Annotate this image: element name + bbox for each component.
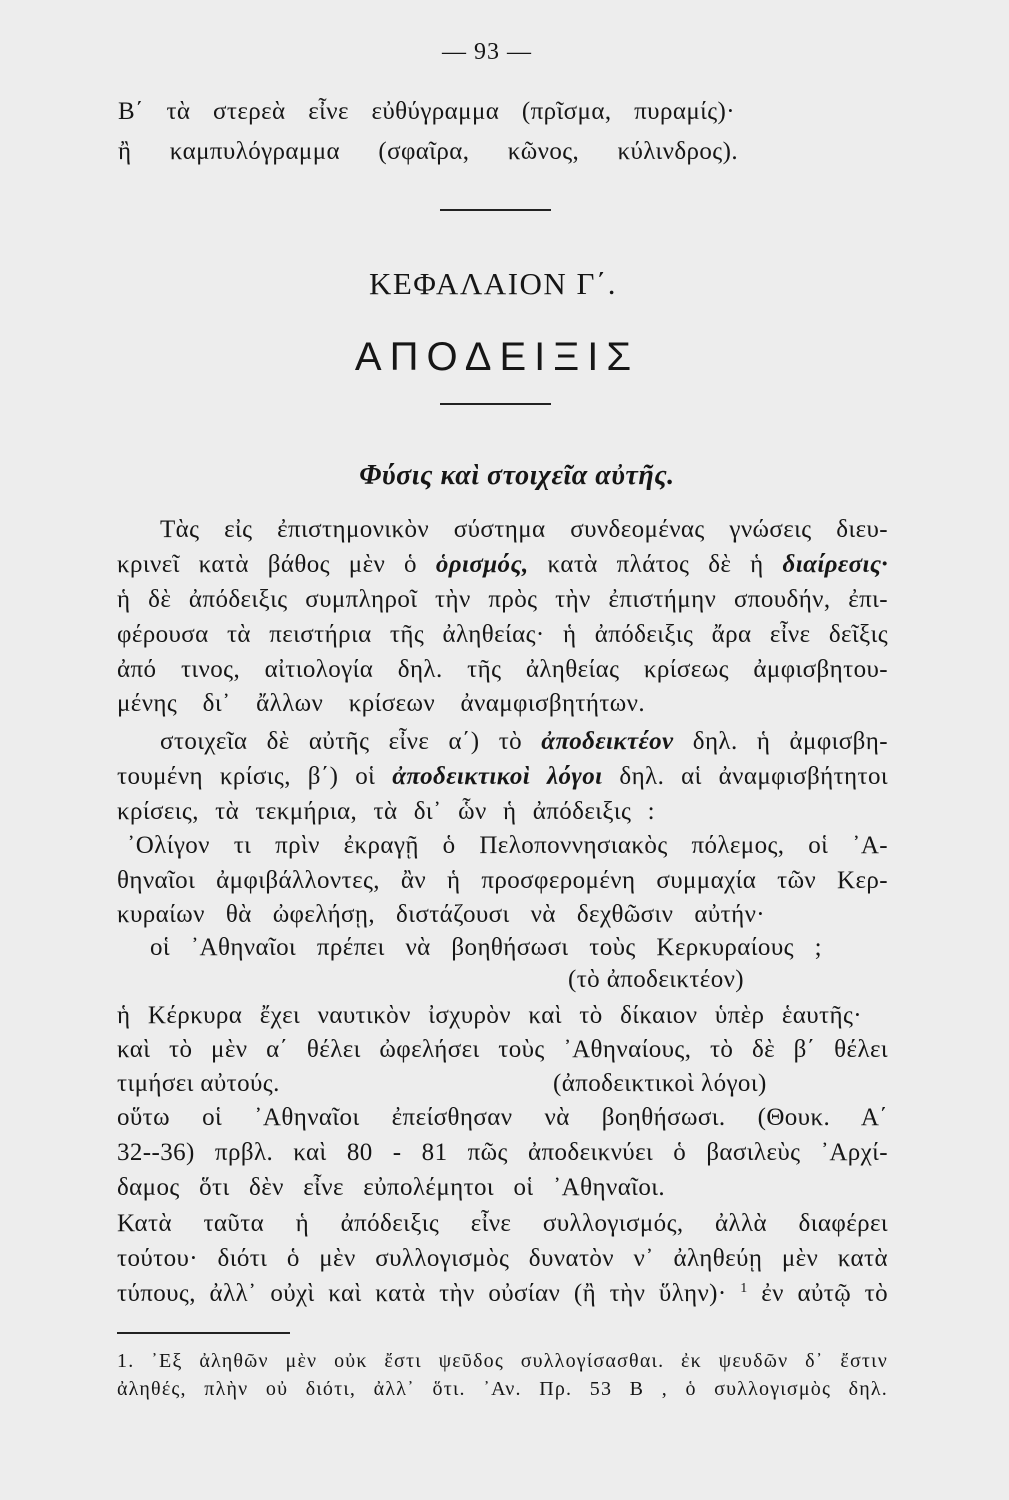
body-line-8 xyxy=(117,760,888,794)
text-segment: τύπους, ἀλλ᾽ οὐχὶ καὶ κατὰ τὴν οὐσίαν (ἢ τὴν ὕλην)· xyxy=(117,1280,727,1307)
emphasized-term: ἀποδεικτικοὶ λόγοι xyxy=(392,763,603,790)
text-segment: ἐν αὐτῷ τὸ xyxy=(761,1280,889,1307)
intro-line-2: ἢ καμπυλόγραμμα (σφαῖρα, κῶνος, κύλινδρος). xyxy=(118,138,738,165)
body-line-2 xyxy=(117,548,888,582)
body-line-17-note: (ἀποδεικτικοὶ λόγοι) xyxy=(553,1070,767,1097)
text-segment: τουμένη κρίσις, β΄) οἱ xyxy=(117,763,376,790)
body-line-15: ἡ Κέρκυρα ἔχει ναυτικὸν ἰσχυρὸν καὶ τὸ δίκαιον ὑπὲρ ἑαυτῆς· xyxy=(117,1002,862,1029)
body-line-11: θηναῖοι ἀμφιβάλλοντες, ἂν ἡ προσφερομένη συμμαχία τῶν Κερ- xyxy=(117,867,888,894)
body-line-1: Τὰς εἰς ἐπιστημονικὸν σύστημα συνδεομένας γνώσεις διευ- xyxy=(160,516,888,543)
divider-rule-bottom xyxy=(440,403,551,405)
body-line-21: Κατὰ ταῦτα ἡ ἀπόδειξις εἶνε συλλογισμός, ἀλλὰ διαφέρει xyxy=(117,1210,888,1237)
body-line-6: μένης δι᾽ ἄλλων κρίσεων ἀναμφισβητήτων. xyxy=(117,690,645,717)
body-line-10: ᾿Ολίγον τι πρὶν ἐκραγῇ ὁ Πελοποννησιακὸς πόλεμος, οἱ ᾿Α- xyxy=(127,832,888,859)
body-line-17: τιμήσει αὐτούς. xyxy=(117,1070,280,1097)
body-line-4: φέρουσα τὰ πειστήρια τῆς ἀληθείας· ἡ ἀπόδειξις ἄρα εἶνε δεῖξις xyxy=(117,621,888,648)
text-segment: δηλ. ἡ ἀμφισβη- xyxy=(692,728,889,755)
body-line-7 xyxy=(160,725,888,759)
text-segment: δηλ. αἱ ἀναμφισβήτητοι xyxy=(619,763,888,790)
chapter-label: ΚΕΦΑΛΑΙΟΝ Γ΄. xyxy=(368,266,618,301)
body-line-19: 32--36) πρβλ. καὶ 80 - 81 πῶς ἀποδεικνύει ὁ βασιλεὺς ᾿Αρχί- xyxy=(117,1139,888,1166)
footnote-line-1: 1. ᾿Εξ ἀληθῶν μὲν οὐκ ἔστι ψεῦδος συλλογίσασθαι. ἐκ ψευδῶν δ᾽ ἔστιν xyxy=(117,1350,888,1372)
text-segment: κρινεῖ κατὰ βάθος μὲν ὁ xyxy=(117,551,417,578)
body-line-23 xyxy=(117,1277,888,1311)
body-line-5: ἀπό τινος, αἰτιολογία δηλ. τῆς ἀληθείας κρίσεως ἀμφισβητου- xyxy=(117,656,888,683)
chapter-title: ΑΠΟΔΕΙΞΙΣ xyxy=(354,335,640,379)
footnote-marker: 1 xyxy=(740,1281,748,1296)
emphasized-term: ὁρισμός, xyxy=(435,551,529,578)
body-line-9: κρίσεις, τὰ τεκμήρια, τὰ δι᾽ ὧν ἡ ἀπόδειξις : xyxy=(117,798,655,825)
text-segment: κατὰ πλάτος δὲ ἡ xyxy=(547,551,764,578)
emphasized-term: ἀποδεικτέον xyxy=(541,728,674,755)
body-line-3: ἡ δὲ ἀπόδειξις συμπληροῖ τὴν πρὸς τὴν ἐπιστήμην σπουδήν, ἐπι- xyxy=(117,586,888,613)
divider-rule-top xyxy=(440,209,551,211)
page-number: — 93 — xyxy=(442,39,532,65)
body-line-18: οὕτω οἱ ᾿Αθηναῖοι ἐπείσθησαν νὰ βοηθήσωσι. (Θουκ. Α΄ xyxy=(117,1104,888,1131)
body-line-16: καὶ τὸ μὲν α΄ θέλει ὠφελήσει τοὺς ᾿Αθηναίους, τὸ δὲ β΄ θέλει xyxy=(117,1036,888,1063)
section-heading: Φύσις καὶ στοιχεῖα αὐτῆς. xyxy=(359,460,675,491)
text-segment: στοιχεῖα δὲ αὐτῆς εἶνε α΄) τὸ xyxy=(160,728,523,755)
body-line-22: τούτου· διότι ὁ μὲν συλλογισμὸς δυνατὸν ν᾽ ἀληθεύῃ μὲν κατὰ xyxy=(117,1245,888,1272)
emphasized-term: διαίρεσις· xyxy=(782,551,889,578)
footnote-line-2: ἀληθές, πλὴν οὐ διότι, ἀλλ᾽ ὅτι. ᾿Αν. Πρ. 53 Β , ὁ συλλογισμὸς δηλ. xyxy=(117,1378,888,1400)
body-line-14: (τὸ ἀποδεικτέον) xyxy=(568,966,745,993)
body-line-12: κυραίων θὰ ὠφελήσῃ, διστάζουσι νὰ δεχθῶσιν αὐτήν· xyxy=(117,901,765,928)
intro-line-1: Β΄ τὰ στερεὰ εἶνε εὐθύγραμμα (πρῖσμα, πυραμίς)· xyxy=(118,98,735,125)
body-line-13: οἱ ᾿Αθηναῖοι πρέπει νὰ βοηθήσωσι τοὺς Κερκυραίους ; xyxy=(150,934,822,961)
body-line-20: δαμος ὅτι δὲν εἶνε εὐπολέμητοι οἱ ᾿Αθηναῖοι. xyxy=(117,1174,665,1201)
footnote-rule xyxy=(117,1332,290,1334)
